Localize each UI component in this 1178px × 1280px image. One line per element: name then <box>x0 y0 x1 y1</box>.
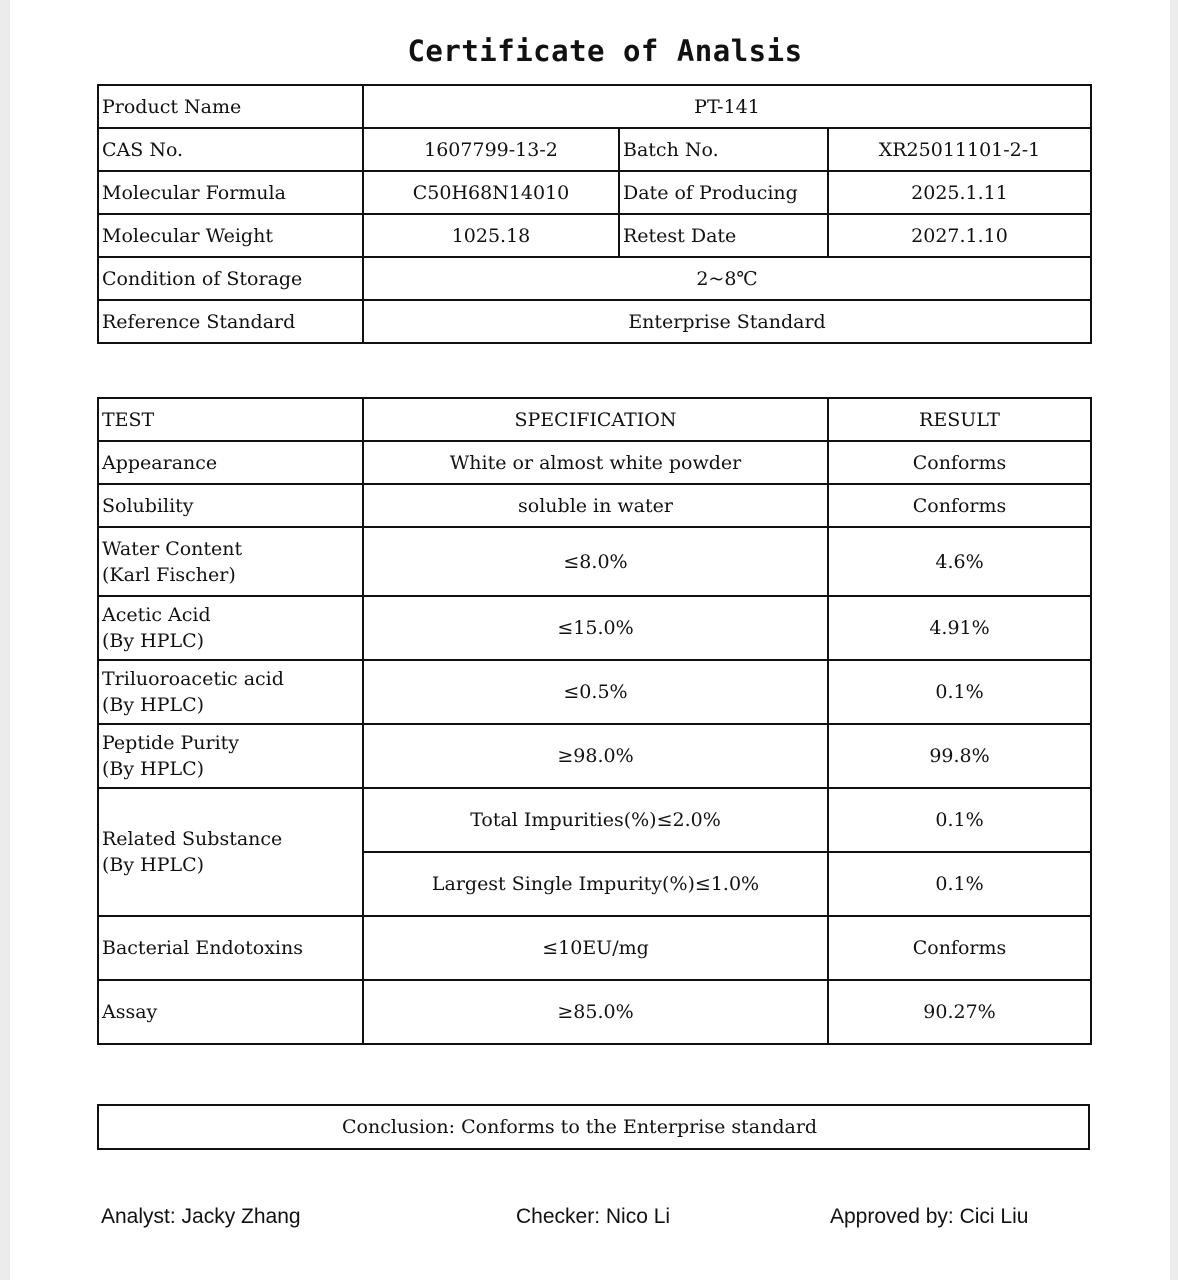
test-result: 4.91% <box>828 596 1091 660</box>
conclusion-box: Conclusion: Conforms to the Enterprise standard <box>97 1104 1090 1150</box>
test-result: 99.8% <box>828 724 1091 788</box>
table-row <box>98 980 1091 1044</box>
table-row <box>98 128 1091 171</box>
batch-value: XR25011101-2-1 <box>828 128 1091 171</box>
retest-label: Retest Date <box>619 214 828 257</box>
weight-value: 1025.18 <box>363 214 619 257</box>
table-row <box>98 527 1091 596</box>
analyst-signature: Analyst: Jacky Zhang <box>101 1205 301 1228</box>
test-result: Conforms <box>828 484 1091 527</box>
test-name-line1: Peptide Purity <box>102 732 240 754</box>
cas-value: 1607799-13-2 <box>363 128 619 171</box>
table-row <box>98 788 1091 852</box>
date-label: Date of Producing <box>619 171 828 214</box>
test-result: 0.1% <box>828 660 1091 724</box>
reference-label: Reference Standard <box>98 300 363 343</box>
formula-label: Molecular Formula <box>98 171 363 214</box>
test-name: Solubility <box>98 484 363 527</box>
test-name-line1: Water Content <box>102 537 243 560</box>
product-info-table <box>97 84 1092 344</box>
test-name: Assay <box>98 980 363 1044</box>
test-name: Bacterial Endotoxins <box>98 916 363 980</box>
reference-value: Enterprise Standard <box>363 300 1091 343</box>
test-spec: ≤0.5% <box>363 660 828 724</box>
retest-value: 2027.1.10 <box>828 214 1091 257</box>
header-test: TEST <box>98 398 363 441</box>
date-value: 2025.1.11 <box>828 171 1091 214</box>
test-results-table <box>97 397 1092 1045</box>
table-header-row <box>98 398 1091 441</box>
test-name-line2: (Karl Fischer) <box>102 563 236 586</box>
batch-label: Batch No. <box>619 128 828 171</box>
table-row <box>98 85 1091 128</box>
test-name-line2: (By HPLC) <box>102 630 205 652</box>
weight-label: Molecular Weight <box>98 214 363 257</box>
test-spec: ≤10EU/mg <box>363 916 828 980</box>
test-name-line1: Triluoroacetic acid <box>102 668 284 690</box>
test-name <box>98 596 363 660</box>
test-spec: ≥98.0% <box>363 724 828 788</box>
header-result: RESULT <box>828 398 1091 441</box>
test-spec: ≤8.0% <box>363 527 828 596</box>
storage-label: Condition of Storage <box>98 257 363 300</box>
storage-value: 2~8℃ <box>363 257 1091 300</box>
table-row <box>98 171 1091 214</box>
header-specification: SPECIFICATION <box>363 398 828 441</box>
table-row <box>98 257 1091 300</box>
document-title: Certificate of Analsis <box>407 34 803 68</box>
test-name <box>98 660 363 724</box>
test-name-line2: (By HPLC) <box>102 694 205 716</box>
table-row <box>98 724 1091 788</box>
formula-value: C50H68N14010 <box>363 171 619 214</box>
test-name: Appearance <box>98 441 363 484</box>
test-result: 90.27% <box>828 980 1091 1044</box>
test-spec: soluble in water <box>363 484 828 527</box>
test-name <box>98 527 363 596</box>
table-row <box>98 596 1091 660</box>
test-spec: White or almost white powder <box>363 441 828 484</box>
test-result: 0.1% <box>828 788 1091 852</box>
approver-signature: Approved by: Cici Liu <box>830 1205 1029 1228</box>
test-result: 4.6% <box>828 527 1091 596</box>
test-name <box>98 724 363 788</box>
table-row <box>98 300 1091 343</box>
checker-signature: Checker: Nico Li <box>516 1205 671 1228</box>
test-spec: Largest Single Impurity(%)≤1.0% <box>363 852 828 916</box>
test-name <box>98 788 363 916</box>
table-row <box>98 441 1091 484</box>
test-name-line1: Related Substance <box>102 828 283 850</box>
test-result: Conforms <box>828 916 1091 980</box>
test-result: 0.1% <box>828 852 1091 916</box>
table-row <box>98 916 1091 980</box>
test-spec: ≥85.0% <box>363 980 828 1044</box>
product-name-value: PT-141 <box>363 85 1091 128</box>
test-spec: ≤15.0% <box>363 596 828 660</box>
test-spec: Total Impurities(%)≤2.0% <box>363 788 828 852</box>
test-result: Conforms <box>828 441 1091 484</box>
table-row <box>98 484 1091 527</box>
cas-label: CAS No. <box>98 128 363 171</box>
product-name-label: Product Name <box>98 85 363 128</box>
certificate-page <box>10 0 1170 1280</box>
test-name-line1: Acetic Acid <box>102 604 211 626</box>
table-row <box>98 660 1091 724</box>
table-row <box>98 214 1091 257</box>
test-name-line2: (By HPLC) <box>102 758 205 780</box>
test-name-line2: (By HPLC) <box>102 854 205 876</box>
